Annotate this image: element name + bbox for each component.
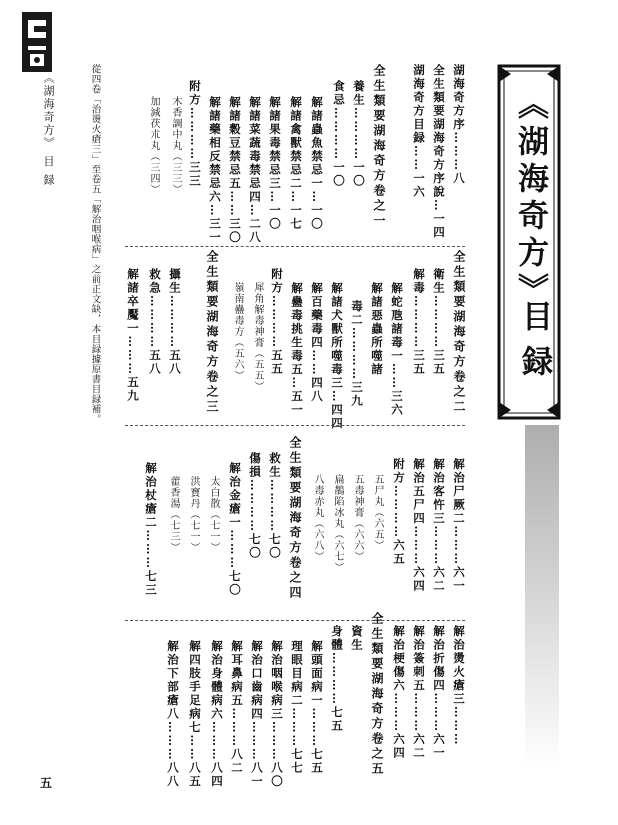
section-divider	[125, 425, 465, 426]
toc-entry: 解諸藥相反禁忌六…三一	[208, 96, 222, 245]
toc-entry: 解諸穀豆禁忌五……三〇	[228, 96, 242, 245]
editorial-note: 從四卷「治燙火瘡三」至卷五「解治咽喉病」之前正文缺，本目録據原書目録補。	[89, 64, 101, 424]
book-title: 《湖海奇方》	[512, 88, 548, 310]
toc-entry: 湖海奇方目録……一六	[412, 64, 426, 199]
running-title: 《湖海奇方》 目 録	[42, 72, 55, 187]
toc-entry: 解治下部瘡八………八八	[166, 640, 180, 789]
toc-entry: 資生	[350, 625, 364, 652]
toc-entry: 解治客忤三………六二	[432, 458, 446, 593]
toc-entry: 毒二…………三九	[350, 300, 364, 408]
toc-subentry: 五毒神膏（六六）	[352, 474, 363, 562]
toc-entry: 養生…………一〇	[352, 80, 366, 188]
toc-entry: 解毒…………三五	[412, 268, 426, 376]
seal-stamp-icon	[20, 10, 54, 74]
toc-subentry: 太白散（七一）	[208, 476, 219, 553]
toc-entry: 解蛇虺諸毒一……三六	[390, 282, 404, 417]
toc-subentry: 木香調中丸（三三）	[170, 96, 181, 195]
section-divider	[125, 246, 465, 247]
toc-entry: 解諸禽獸禁忌二…一七	[289, 96, 303, 231]
toc-subentry: 五尸丸（六五）	[372, 474, 383, 551]
volume-heading: 全生類要湖海奇方卷之四	[288, 436, 302, 601]
toc-entry: 全生類要湖海奇方序說…一四	[432, 64, 446, 240]
page-number: 五	[40, 776, 53, 790]
toc-entry: 解治杖瘡二………七三	[144, 462, 158, 597]
contents-heading: 目録	[516, 300, 552, 390]
toc-entry: 解諸卒魘一………五九	[126, 268, 140, 403]
toc-subentry: 八毒赤丸（六八）	[312, 474, 323, 562]
toc-entry: 解諸犬獸所噬毒三…四四	[330, 282, 344, 431]
volume-heading: 全生類要湖海奇方卷之二	[452, 250, 466, 415]
halftone-decoration	[525, 425, 559, 770]
toc-entry: 解頭面病一………七五	[310, 640, 324, 775]
volume-heading: 全生類要湖海奇方卷之五	[370, 612, 384, 777]
toc-entry: 解治金瘡一………七〇	[228, 462, 242, 597]
toc-entry: 解四肢手足病七……八五	[188, 640, 202, 789]
toc-entry: 解治燙火瘡三………	[452, 625, 466, 747]
toc-entry: 救生…………七〇	[268, 452, 282, 560]
toc-entry: 解治五尸四………六四	[412, 458, 426, 593]
toc-entry: 身體…………七五	[330, 625, 344, 733]
toc-entry: 解諸蟲魚禁忌一…一〇	[310, 96, 324, 231]
toc-entry: 附方…………六五	[392, 458, 406, 566]
toc-entry: 解治簽刺五………六二	[412, 625, 426, 760]
toc-subentry: 扁鵲陷冰丸（六七）	[332, 474, 343, 573]
toc-entry: 湖海奇方序………八	[452, 64, 466, 186]
toc-entry: 食忌…………一〇	[332, 80, 346, 188]
toc-entry: 解耳鼻病五………八二	[230, 640, 244, 775]
volume-heading: 全生類要湖海奇方卷之一	[372, 64, 386, 229]
toc-entry: 攝生…………五八	[168, 268, 182, 376]
toc-entry: 解諸菜蔬毒禁忌四…二八	[248, 96, 262, 245]
toc-entry: 解百藥毒四……四八	[310, 282, 324, 404]
toc-entry: 附方…………三三	[188, 80, 202, 188]
section-divider	[125, 620, 465, 621]
toc-entry: 解治尸厥二………六一	[452, 458, 466, 593]
toc-entry: 解治折傷四………六一	[432, 625, 446, 760]
volume-heading: 全生類要湖海奇方卷之三	[205, 250, 219, 415]
toc-entry: 解治咽喉病三………八〇	[270, 640, 284, 789]
toc-entry: 解治口齒病四………八一	[250, 640, 264, 789]
toc-entry: 解蠱毒挑生毒五…五一	[290, 282, 304, 417]
toc-entry: 救急…………五八	[148, 268, 162, 376]
toc-entry: 衛生…………三五	[432, 268, 446, 376]
toc-entry: 解諸惡蟲所噬諸	[370, 282, 384, 377]
toc-subentry: 嶺南蠱毒方（五六）	[232, 282, 243, 381]
toc-entry: 附方…………五五	[270, 268, 284, 376]
toc-entry: 解諸果毒禁忌三…一〇	[268, 96, 282, 231]
toc-subentry: 藿香湯（七三）	[168, 476, 179, 553]
toc-subentry: 洪寶丹（七一）	[188, 476, 199, 553]
toc-entry: 解治身體病六………八四	[210, 640, 224, 789]
toc-subentry: 加減茯朮丸（三四）	[148, 96, 159, 195]
toc-entry: 理眼目病二………七七	[290, 640, 304, 775]
toc-entry: 傷損…………七〇	[248, 452, 262, 560]
toc-entry: 解治梗傷六………六四	[392, 625, 406, 760]
toc-subentry: 犀角解毒神膏（五五）	[252, 282, 263, 392]
